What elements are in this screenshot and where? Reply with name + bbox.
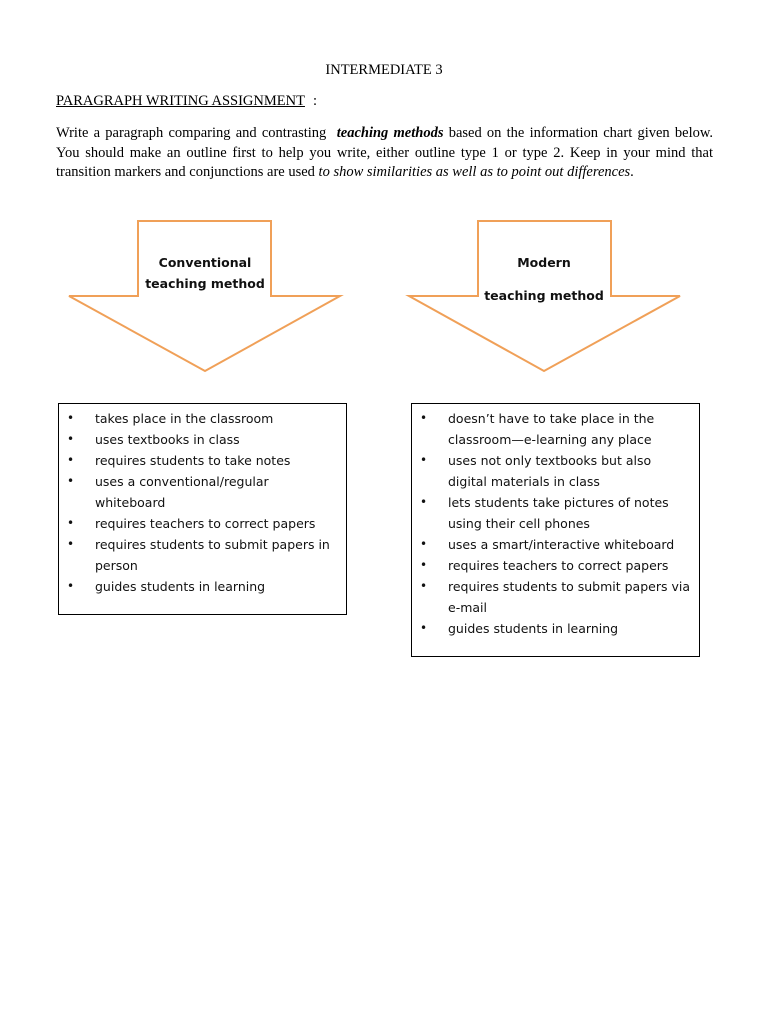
list-item bbox=[59, 471, 340, 513]
modern-features-list bbox=[412, 408, 693, 639]
instructions-part2: based on the information chart given below. You should make an outline first to help you write, either outline type 1 or type 2. Keep in your mind that transition markers and conjunctions are used bbox=[56, 125, 713, 180]
assignment-title-colon: : bbox=[312, 93, 317, 109]
list-item bbox=[59, 450, 340, 471]
list-item-text: guides students in learning bbox=[448, 621, 619, 636]
conventional-arrow-outline bbox=[69, 221, 340, 371]
instructions-part1: Write a paragraph comparing and contrasting bbox=[56, 125, 327, 141]
bullet-icon: • bbox=[67, 537, 75, 551]
bullet-icon: • bbox=[67, 432, 75, 446]
assignment-title-text: PARAGRAPH WRITING ASSIGNMENT bbox=[56, 93, 305, 109]
list-item-text: requires teachers to correct papers bbox=[95, 516, 316, 531]
level-heading: INTERMEDIATE 3 bbox=[325, 62, 443, 78]
modern-label-line2: teaching method bbox=[484, 288, 604, 303]
list-item bbox=[412, 408, 693, 450]
instructions-emphasis: teaching methods bbox=[336, 125, 444, 141]
list-item bbox=[412, 450, 693, 492]
bullet-icon: • bbox=[420, 579, 428, 593]
conventional-arrow-label bbox=[140, 252, 270, 294]
list-item-text: lets students take pictures of notes using their cell phones bbox=[448, 495, 669, 531]
modern-label-line1: Modern bbox=[517, 255, 571, 270]
conventional-features-box bbox=[58, 403, 347, 615]
list-item-text: uses textbooks in class bbox=[95, 432, 240, 447]
list-item-text: requires students to submit papers in person bbox=[95, 537, 330, 573]
list-item bbox=[59, 408, 340, 429]
list-item bbox=[412, 492, 693, 534]
bullet-icon: • bbox=[67, 474, 75, 488]
bullet-icon: • bbox=[67, 453, 75, 467]
list-item-text: uses not only textbooks but also digital materials in class bbox=[448, 453, 652, 489]
list-item bbox=[412, 534, 693, 555]
list-item-text: requires teachers to correct papers bbox=[448, 558, 669, 573]
modern-arrow-label bbox=[478, 246, 610, 312]
bullet-icon: • bbox=[67, 411, 75, 425]
list-item bbox=[59, 534, 340, 576]
list-item-text: requires students to take notes bbox=[95, 453, 291, 468]
bullet-icon: • bbox=[67, 516, 75, 530]
list-item bbox=[59, 513, 340, 534]
list-item bbox=[412, 618, 693, 639]
bullet-icon: • bbox=[420, 558, 428, 572]
conventional-label-line2: teaching method bbox=[145, 276, 265, 291]
conventional-features-list bbox=[59, 408, 340, 597]
bullet-icon: • bbox=[420, 453, 428, 467]
bullet-icon: • bbox=[67, 579, 75, 593]
list-item-text: requires students to submit papers via e-mail bbox=[448, 579, 690, 615]
list-item bbox=[412, 576, 693, 618]
bullet-icon: • bbox=[420, 537, 428, 551]
list-item-text: doesn’t have to take place in the classroom—e-learning any place bbox=[448, 411, 655, 447]
bullet-icon: • bbox=[420, 411, 428, 425]
modern-features-box bbox=[411, 403, 700, 657]
list-item-text: takes place in the classroom bbox=[95, 411, 274, 426]
list-item-text: guides students in learning bbox=[95, 579, 266, 594]
bullet-icon: • bbox=[420, 495, 428, 509]
bullet-icon: • bbox=[420, 621, 428, 635]
list-item-text: uses a conventional/regular whiteboard bbox=[95, 474, 269, 510]
list-item bbox=[59, 429, 340, 450]
conventional-label-line1: Conventional bbox=[158, 255, 252, 270]
instructions-italic: to show similarities as well as to point out differences bbox=[318, 164, 631, 180]
list-item-text: uses a smart/interactive whiteboard bbox=[448, 537, 675, 552]
list-item bbox=[412, 555, 693, 576]
list-item bbox=[59, 576, 340, 597]
instructions-end: . bbox=[630, 164, 634, 180]
